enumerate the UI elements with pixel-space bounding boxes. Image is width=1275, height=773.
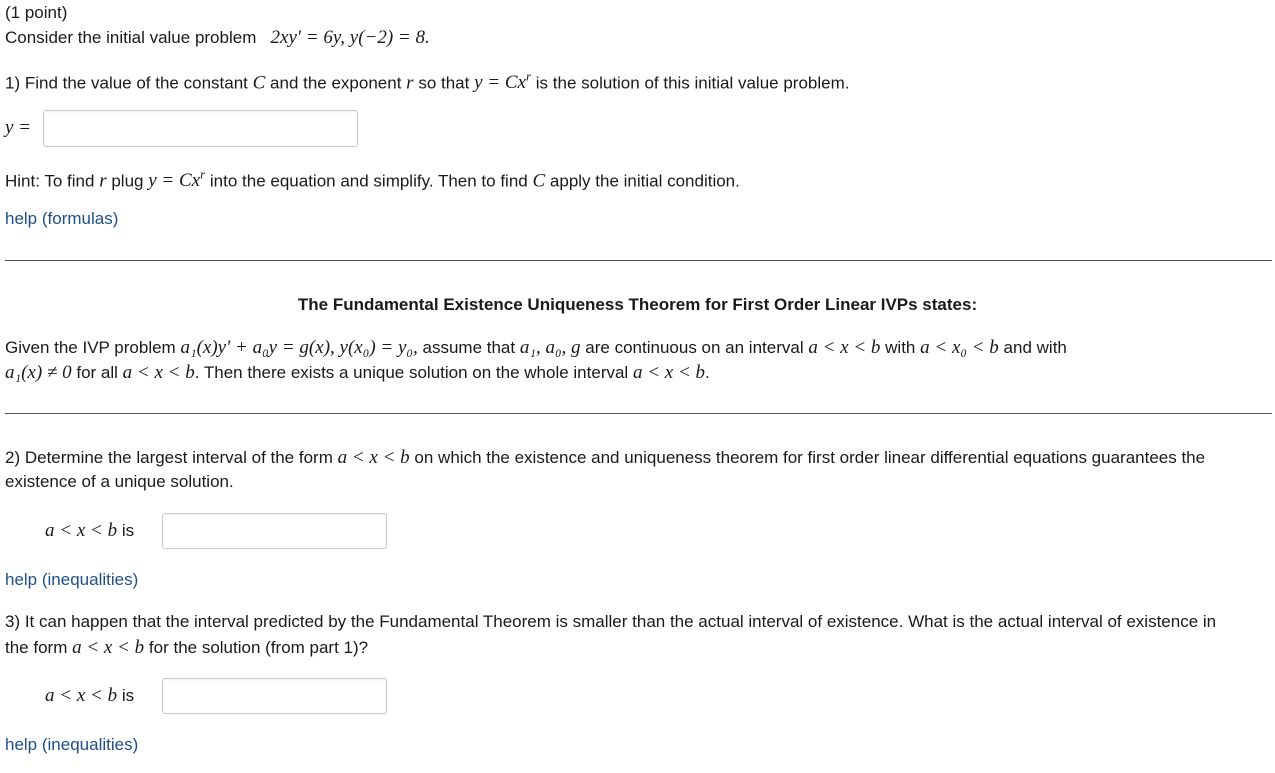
- points-label: (1 point): [5, 3, 68, 22]
- part2-answer-label: a < x < b is: [45, 520, 135, 541]
- y-answer-label: y =: [5, 117, 32, 138]
- theorem-line-2: a₁(x) ≠ 0 for all a < x < b. Then there exists a unique solution on the whole interval a < x < b.: [5, 362, 710, 383]
- var-c: C: [252, 72, 266, 94]
- y-answer-input[interactable]: [43, 110, 358, 147]
- part3-answer-label: a < x < b is: [45, 685, 135, 706]
- part2-prompt-line-2: existence of a unique solution.: [5, 472, 234, 491]
- help-inequalities-link-1[interactable]: help (inequalities): [5, 570, 139, 589]
- theorem-line-1: Given the IVP problem a₁(x)y′ + a₀y = g(x), y(x₀) = y₀, assume that a₁, a₀, g are continuous on an interval a < x < b with a < x₀ < b and with: [5, 337, 1067, 358]
- divider-top: [5, 260, 1272, 261]
- hint-text: Hint: To find r plug $y = Cx^r$ into the equation and simplify. Then to find C apply the initial condition.: [5, 167, 740, 192]
- var-r: r: [406, 72, 414, 94]
- divider-bottom: [5, 413, 1272, 414]
- intro-text: Consider the initial value problem: [5, 28, 257, 47]
- help-formulas-link[interactable]: help (formulas): [5, 209, 119, 228]
- ivp-equation: 2xy′ = 6y, y(−2) = 8.: [270, 27, 430, 48]
- part2-prompt-line-1: 2) Determine the largest interval of the form a < x < b on which the existence and uniqueness theorem for first order linear differential equations guarantees the: [5, 447, 1206, 468]
- theorem-title: The Fundamental Existence Uniqueness Theorem for First Order Linear IVPs states:: [297, 295, 978, 314]
- part3-interval-input[interactable]: [162, 678, 387, 714]
- help-inequalities-link-2[interactable]: help (inequalities): [5, 735, 139, 754]
- part2-interval-input[interactable]: [162, 513, 387, 549]
- part1-prompt: 1) Find the value of the constant C and the exponent r so that $y = Cx^r$ is the solution of this initial value problem.: [5, 69, 850, 94]
- formula: $y = Cx^r$: [474, 69, 532, 94]
- part3-prompt-line-1: 3) It can happen that the interval predicted by the Fundamental Theorem is smaller than the actual interval of existence. What is the actual interval of existence in: [5, 612, 1217, 631]
- problem-statement: [5, 27, 430, 49]
- part3-prompt-line-2: the form a < x < b for the solution (from part 1)?: [5, 637, 369, 658]
